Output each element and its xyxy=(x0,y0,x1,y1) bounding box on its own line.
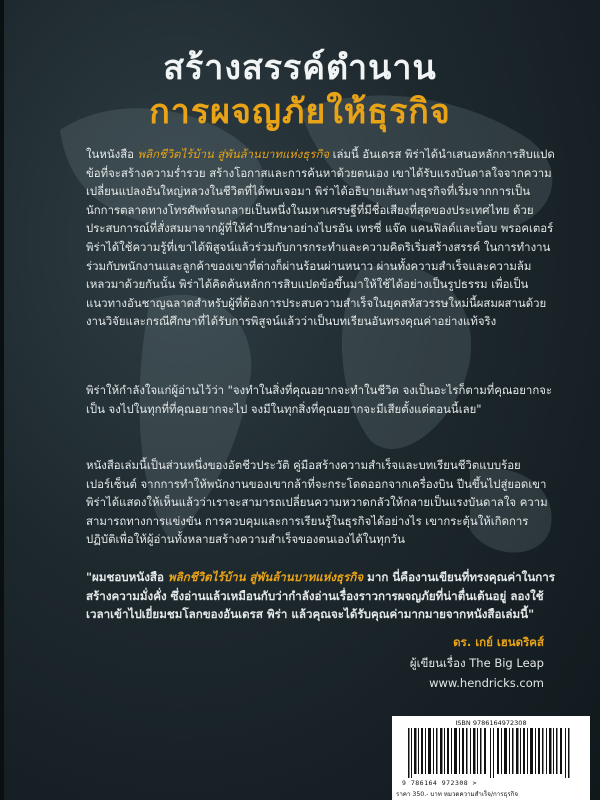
price-and-category: ราคา 350.- บาท หมวดความสำเร็จ/การธุรกิจ xyxy=(396,791,519,798)
endorser-role: ผู้เขียนเรื่อง The Big Leap xyxy=(409,656,544,670)
quote-body-text: มาก นี่คืองานเขียนที่ทรงคุณค่าในการสร้างความมั่งคั่ง ซึ่งอ่านแล้วเหมือนกับว่ากำลังอ่านเรื่องราวการผจญภัยที่น่าตื่นเต้นอยู่ ลองใช้เวลาเข้าไปเยี่ยมชมโลกของอันเดรส พิร่า แล้วคุณจะได้รับคุณค่ามากมายจากหนังสือเล่มนี้" xyxy=(86,570,556,622)
barcode-panel xyxy=(392,716,590,800)
synopsis-paragraph-3: หนังสือเล่มนี้เป็นส่วนหนึ่งของอัตชีวประวัติ คู่มือสร้างความสำเร็จและบทเรียนชีวิตแบบร้อยเปอร์เซ็นต์ จากการทำให้พนักงานของเขากล้าที่จะกระโดดออกจากเครื่องบิน ปีนขึ้นไปสู่ยอดเขา พิร่าได้แสดงให้เห็นแล้วว่าเราจะสามารถเปลี่ยนความหวาดกลัวให้กลายเป็นแรงบันดาลใจ ความสามารถทางการแข่งขัน การควบคุมและการเรียนรู้ในธุรกิจได้อย่างไร เขากระตุ้นให้เกิดการปฏิบัติเพื่อให้ผู้อ่านทั้งหลายสร้างความสำเร็จของตนเองได้ในทุกวัน xyxy=(86,458,548,547)
isbn-label: ISBN 9786164972308 xyxy=(455,719,527,727)
synopsis-paragraph-2: พิร่าให้กำลังใจแก่ผู้อ่านไว้ว่า "จงทำในสิ่งที่คุณอยากจะทำในชีวิต จงเป็นอะไรก็ตามที่คุณอยากจะเป็น จงไปในทุกที่ที่คุณอยากจะไป จงมีในทุกสิ่งที่คุณอยากจะมีเสียตั้งแต่ตอนนี้เลย" xyxy=(86,383,553,416)
barcode-digits: 9 786164 972308 > xyxy=(402,779,478,787)
barcode-icon xyxy=(408,728,578,778)
synopsis-paragraph-1 xyxy=(86,145,556,331)
p1-body-text: เล่มนี้ อันเดรส พิร่าได้นำเสนอหลักการสิบแปดข้อที่จะสร้างความร่ำรวย สร้างโอกาสและการค้นหาด้วยตนเอง เขาได้รับแรงบันดาลใจจากความเปลี่ยนแปลงอันใหญ่หลวงในชีวิตที่ได้พบเจอมา พิร่าได้อธิบายเส้นทางธุรกิจที่เริ่มจากการเป็นนักการตลาดทางโทรศัพท์จนกลายเป็นหนึ่งในมหาเศรษฐีที่มีชื่อเสียงที่สุดของประเทศไทย ด้วยประสบการณ์ที่สั่งสมมาจากผู้ที่ให้คำปรึกษาอย่างไบรอัน เทรซี่ แจ๊ค แคนฟิลด์และบ็อบ พรอคเตอร์ พิร่าได้ใช้ความรู้ที่เขาได้พิสูจน์แล้วร่วมกับการกระทำและความคิดริเริ่มสร้างสรรค์ ในการทำงานร่วมกับพนักงานและลูกค้าของเขาที่ต่างก็ผ่านร้อนผ่านหนาว ผ่านทั้งความสำเร็จและความล้มเหลวมาด้วยกันนั้น พิร่าได้คิดค้นหลักการสิบแปดข้อขึ้นมาให้ใช้ได้อย่างเป็นรูปธรรม เพื่อเป็นแนวทางอันชาญฉลาดสำหรับผู้ที่ต้องการประสบความสำเร็จในยุคสหัสวรรษใหม่นี้ผสมผสานด้วยงานวิจัยและกรณีศึกษาที่ได้รับการพิสูจน์แล้วว่าเป็นบทเรียนอันทรงคุณค่าอย่างแท้จริง xyxy=(86,147,555,329)
quote-lead-text: "ผมชอบหนังสือ xyxy=(86,570,168,584)
endorsement-quote xyxy=(86,568,556,624)
p1-lead-text: ในหนังสือ xyxy=(86,147,138,161)
cover-title-line2: การผจญภัยให้ธุรกิจ xyxy=(149,92,451,132)
cover-title-line1: สร้างสรรค์ตำนาน xyxy=(163,48,437,88)
endorser-name: ดร. เกย์ เฮนดริคส์ xyxy=(453,635,544,649)
book-title-highlight: พลิกชีวิตไร้บ้าน สู่พันล้านบาทแห่งธุรกิจ xyxy=(137,147,330,161)
endorser-website: www.hendricks.com xyxy=(429,676,544,690)
quote-book-title-highlight: พลิกชีวิตไร้บ้าน สู่พันล้านบาทแห่งธุรกิจ xyxy=(167,570,364,584)
